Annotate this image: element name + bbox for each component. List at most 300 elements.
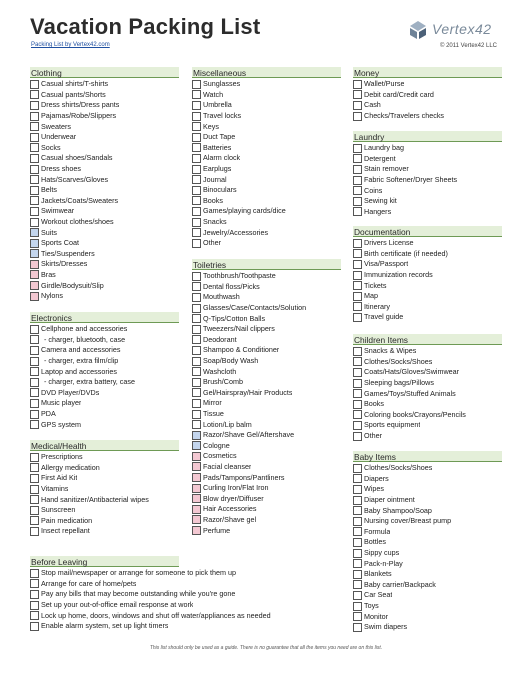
checkbox[interactable]	[353, 112, 362, 121]
checkbox[interactable]	[353, 517, 362, 526]
checkbox[interactable]	[353, 154, 362, 163]
source-link[interactable]: Packing List by Vertex42.com	[31, 42, 110, 48]
item-label: Swimwear	[41, 206, 75, 216]
checkbox[interactable]	[353, 368, 362, 377]
checkbox[interactable]	[353, 474, 362, 483]
checkbox[interactable]	[353, 570, 362, 579]
logo-mark-icon	[408, 20, 428, 40]
item-label: Brush/Comb	[203, 377, 243, 387]
checkbox[interactable]	[192, 484, 201, 493]
checkbox[interactable]	[192, 399, 201, 408]
checkbox[interactable]	[353, 260, 362, 269]
checkbox[interactable]	[192, 367, 201, 376]
checklist-item	[353, 357, 502, 368]
item-label: Lock up home, doors, windows and shut off water/appliances as needed	[41, 610, 271, 620]
item-label: Tissue	[203, 409, 224, 419]
item-label: Stop mail/newspaper or arrange for someone to pick them up	[41, 568, 236, 578]
section-header: Before Leaving	[30, 556, 179, 567]
item-label: Monitor	[364, 611, 388, 621]
checkbox[interactable]	[192, 304, 201, 313]
checklist-item	[192, 143, 341, 154]
item-label: Prescriptions	[41, 452, 83, 462]
item-label: Glasses/Case/Contacts/Solution	[203, 303, 307, 313]
checkbox[interactable]	[192, 272, 201, 281]
checklist-item	[192, 90, 341, 101]
checkbox[interactable]	[30, 228, 39, 237]
checkbox[interactable]	[353, 271, 362, 280]
checkbox[interactable]	[30, 196, 39, 205]
checklist-item	[353, 312, 502, 323]
item-label: Cosmetics	[203, 451, 237, 461]
checkbox[interactable]	[192, 143, 201, 152]
checkbox[interactable]	[192, 175, 201, 184]
checkbox[interactable]	[192, 346, 201, 355]
checklist-item	[30, 516, 179, 527]
checkbox[interactable]	[30, 611, 39, 620]
checklist-item	[192, 441, 341, 452]
checklist-item	[192, 132, 341, 143]
item-label: Washcloth	[203, 366, 237, 376]
item-label: Diapers	[364, 473, 389, 483]
checkbox[interactable]	[353, 421, 362, 430]
section-header: Electronics	[30, 312, 179, 323]
checkbox[interactable]	[30, 590, 39, 599]
checklist-item	[353, 154, 502, 165]
checklist-item	[353, 569, 502, 580]
checkbox[interactable]	[30, 474, 39, 483]
item-label: Itinerary	[364, 301, 390, 311]
checklist-item	[30, 345, 179, 356]
checkbox[interactable]	[30, 527, 39, 536]
checkbox[interactable]	[192, 410, 201, 419]
checkbox[interactable]	[192, 452, 201, 461]
checkbox[interactable]	[30, 292, 39, 301]
checkbox[interactable]	[30, 260, 39, 269]
item-label: Batteries	[203, 142, 232, 152]
checkbox[interactable]	[192, 165, 201, 174]
checkbox[interactable]	[353, 357, 362, 366]
item-label: Toys	[364, 601, 379, 611]
item-label: Pajamas/Robe/Slippers	[41, 111, 117, 121]
checkbox[interactable]	[30, 410, 39, 419]
checkbox[interactable]	[30, 579, 39, 588]
checkbox[interactable]	[192, 335, 201, 344]
checkbox[interactable]	[192, 314, 201, 323]
checkbox[interactable]	[30, 506, 39, 515]
item-label: Girdle/Bodysuit/Slip	[41, 280, 104, 290]
checkbox[interactable]	[30, 325, 39, 334]
section-header: Baby Items	[353, 451, 502, 462]
checkbox[interactable]	[353, 249, 362, 258]
checklist-item	[192, 174, 341, 185]
checkbox[interactable]	[192, 101, 201, 110]
checkbox[interactable]	[353, 165, 362, 174]
checklist-item	[30, 238, 179, 249]
checklist-item	[192, 227, 341, 238]
item-label: Shampoo & Conditioner	[203, 345, 280, 355]
vertex42-logo	[408, 20, 504, 42]
item-label: Soap/Body Wash	[203, 356, 259, 366]
page-title: Vacation Packing List	[30, 14, 261, 39]
checkbox[interactable]	[353, 281, 362, 290]
checklist-item	[192, 409, 341, 420]
item-label: Lotion/Lip balm	[203, 419, 252, 429]
checkbox[interactable]	[353, 538, 362, 547]
checkbox[interactable]	[192, 526, 201, 535]
section-clothing	[30, 67, 179, 301]
item-label: Gel/Hairspray/Hair Products	[203, 387, 293, 397]
item-label: PDA	[41, 409, 56, 419]
checkbox[interactable]	[192, 218, 201, 227]
checkbox[interactable]	[192, 154, 201, 163]
item-label: Jewelry/Accessories	[203, 227, 269, 237]
checkbox[interactable]	[30, 165, 39, 174]
item-label: Dental floss/Picks	[203, 281, 260, 291]
checkbox[interactable]	[30, 239, 39, 248]
checklist-item	[353, 111, 502, 122]
checkbox[interactable]	[30, 485, 39, 494]
checkbox[interactable]	[30, 186, 39, 195]
checkbox[interactable]	[30, 133, 39, 142]
item-label: - charger, extra film/clip	[44, 356, 119, 366]
checkbox[interactable]	[192, 112, 201, 121]
item-label: Hand sanitizer/Antibacterial wipes	[41, 494, 149, 504]
checkbox[interactable]	[353, 302, 362, 311]
item-label: Other	[203, 238, 221, 248]
section-header: Toiletries	[192, 259, 341, 270]
checkbox[interactable]	[353, 410, 362, 419]
item-label: Arrange for care of home/pets	[41, 578, 137, 588]
checkbox[interactable]	[353, 464, 362, 473]
checklist-item	[353, 100, 502, 111]
checklist-item	[30, 143, 179, 154]
section-header: Miscellaneous	[192, 67, 341, 78]
item-label: Casual shirts/T-shirts	[41, 79, 109, 89]
checkbox[interactable]	[192, 90, 201, 99]
checkbox[interactable]	[353, 90, 362, 99]
item-label: Fabric Softener/Dryer Sheets	[364, 175, 458, 185]
checkbox[interactable]	[192, 239, 201, 248]
checkbox[interactable]	[192, 325, 201, 334]
checklist-item	[192, 345, 341, 356]
checkbox[interactable]	[353, 197, 362, 206]
section-baby	[353, 451, 502, 633]
checkbox[interactable]	[353, 80, 362, 89]
checkbox[interactable]	[353, 485, 362, 494]
item-label: Dress shirts/Dress pants	[41, 100, 120, 110]
item-label: Baby Shampoo/Soap	[364, 505, 432, 515]
item-label: Nylons	[41, 291, 63, 301]
checklist-item	[353, 410, 502, 421]
disclaimer-footer: This list should only be used as a guide. There is no guarantee that all the items you need are on this list.	[149, 645, 383, 651]
checkbox[interactable]	[192, 462, 201, 471]
item-label: Blow dryer/Diffuser	[203, 493, 264, 503]
checklist-item	[353, 143, 502, 154]
item-label: Vitamins	[41, 484, 69, 494]
checkbox[interactable]	[192, 473, 201, 482]
checkbox[interactable]	[353, 623, 362, 632]
checklist-item	[353, 431, 502, 442]
item-label: - charger, bluetooth, case	[44, 334, 126, 344]
item-label: Camera and accessories	[41, 345, 121, 355]
checkbox[interactable]	[30, 90, 39, 99]
checklist-item	[353, 527, 502, 538]
checklist-item	[353, 79, 502, 90]
checkbox[interactable]	[192, 378, 201, 387]
item-label: Suits	[41, 227, 57, 237]
checkbox[interactable]	[353, 313, 362, 322]
checkbox[interactable]	[353, 580, 362, 589]
checklist-item	[192, 335, 341, 346]
checkbox[interactable]	[30, 601, 39, 610]
item-label: Mirror	[203, 398, 222, 408]
checkbox[interactable]	[192, 122, 201, 131]
checkbox[interactable]	[192, 293, 201, 302]
checkbox[interactable]	[353, 612, 362, 621]
item-label: Wipes	[364, 484, 384, 494]
checklist-item	[353, 259, 502, 270]
checklist-item	[30, 473, 179, 484]
item-label: Duct Tape	[203, 132, 236, 142]
checklist-item	[192, 398, 341, 409]
checklist-item	[353, 622, 502, 633]
item-label: Stain remover	[364, 164, 409, 174]
checklist-item	[353, 601, 502, 612]
checklist-item	[353, 302, 502, 313]
checkbox[interactable]	[353, 549, 362, 558]
checkbox[interactable]	[192, 196, 201, 205]
checkbox[interactable]	[192, 207, 201, 216]
checkbox[interactable]	[192, 186, 201, 195]
checklist-item	[192, 164, 341, 175]
checklist-item	[353, 291, 502, 302]
checkbox[interactable]	[30, 270, 39, 279]
checkbox[interactable]	[353, 292, 362, 301]
checkbox[interactable]	[353, 496, 362, 505]
checkbox[interactable]	[353, 506, 362, 515]
checkbox[interactable]	[353, 389, 362, 398]
checklist-item	[30, 335, 179, 346]
item-label: Razor/Shave Gel/Aftershave	[203, 430, 295, 440]
checklist-item	[353, 175, 502, 186]
checkbox[interactable]	[192, 133, 201, 142]
item-label: Dress shoes	[41, 164, 81, 174]
checkbox[interactable]	[30, 463, 39, 472]
checklist-item	[30, 452, 179, 463]
item-label: Games/Toys/Stuffed Animals	[364, 388, 456, 398]
checklist-item	[30, 505, 179, 516]
checkbox[interactable]	[192, 357, 201, 366]
checklist-item	[30, 377, 179, 388]
item-label: Pay any bills that may become outstanding while you're gone	[41, 589, 236, 599]
item-label: Laundry bag	[364, 143, 404, 153]
checklist-item	[192, 238, 341, 249]
checklist-item	[30, 174, 179, 185]
checklist-item	[192, 504, 341, 515]
section-electronics	[30, 312, 179, 430]
section-before-leaving	[30, 556, 271, 632]
checkbox[interactable]	[30, 218, 39, 227]
checkbox[interactable]	[30, 346, 39, 355]
item-label: Sewing kit	[364, 196, 397, 206]
checklist-item	[30, 227, 179, 238]
checklist-item	[353, 399, 502, 410]
checkbox[interactable]	[30, 154, 39, 163]
checklist-item	[30, 79, 179, 90]
item-label: Books	[203, 195, 223, 205]
section-header: Children Items	[353, 334, 502, 345]
checklist-item	[192, 515, 341, 526]
checkbox[interactable]	[192, 441, 201, 450]
checklist-item	[353, 207, 502, 218]
checkbox[interactable]	[30, 112, 39, 121]
checkbox[interactable]	[353, 101, 362, 110]
checkbox[interactable]	[30, 367, 39, 376]
item-label: DVD Player/DVDs	[41, 387, 100, 397]
item-label: Wallet/Purse	[364, 79, 405, 89]
item-label: Tweezers/Nail clippers	[203, 324, 275, 334]
section-documentation	[353, 226, 502, 323]
checkbox[interactable]	[353, 186, 362, 195]
checklist-item	[30, 153, 179, 164]
checkbox[interactable]	[30, 516, 39, 525]
checklist-item	[30, 196, 179, 207]
checkbox[interactable]	[30, 399, 39, 408]
item-label: Birth certificate (if needed)	[364, 248, 448, 258]
checklist-item	[353, 590, 502, 601]
item-label: Binoculars	[203, 185, 237, 195]
checkbox[interactable]	[353, 527, 362, 536]
item-label: Nursing cover/Breast pump	[364, 516, 452, 526]
section-header: Money	[353, 67, 502, 78]
checkbox[interactable]	[30, 249, 39, 258]
item-label: Journal	[203, 174, 227, 184]
section-header: Clothing	[30, 67, 179, 78]
item-label: Underwear	[41, 132, 77, 142]
checkbox[interactable]	[353, 207, 362, 216]
checklist-item	[353, 367, 502, 378]
item-label: Casual shoes/Sandals	[41, 153, 113, 163]
item-label: Baby carrier/Backpack	[364, 579, 436, 589]
checkbox[interactable]	[30, 357, 39, 366]
checkbox[interactable]	[30, 80, 39, 89]
item-label: Sunglasses	[203, 79, 241, 89]
checkbox[interactable]	[353, 379, 362, 388]
checklist-item	[192, 206, 341, 217]
checkbox[interactable]	[353, 144, 362, 153]
item-label: Travel locks	[203, 111, 242, 121]
checkbox[interactable]	[30, 378, 39, 387]
checkbox[interactable]	[30, 122, 39, 131]
checklist-item	[353, 495, 502, 506]
checkbox[interactable]	[353, 432, 362, 441]
checklist-item	[30, 280, 179, 291]
checkbox[interactable]	[30, 569, 39, 578]
checkbox[interactable]	[30, 143, 39, 152]
checklist-item	[30, 621, 330, 632]
checkbox[interactable]	[192, 228, 201, 237]
item-label: Immunization records	[364, 270, 433, 280]
item-label: Games/playing cards/dice	[203, 206, 286, 216]
checkbox[interactable]	[353, 559, 362, 568]
checkbox[interactable]	[192, 420, 201, 429]
checklist-item	[192, 472, 341, 483]
item-label: Formula	[364, 526, 391, 536]
checklist-item	[30, 494, 179, 505]
section-header: Medical/Health	[30, 440, 179, 451]
item-label: Car Seat	[364, 590, 393, 600]
checkbox[interactable]	[353, 591, 362, 600]
checklist-item	[192, 366, 341, 377]
checklist-item	[192, 121, 341, 132]
checkbox[interactable]	[30, 335, 39, 344]
item-label: Coins	[364, 185, 383, 195]
checklist-item	[353, 484, 502, 495]
checkbox[interactable]	[353, 400, 362, 409]
checklist-item	[353, 164, 502, 175]
checklist-item	[30, 589, 330, 600]
checklist-item	[353, 474, 502, 485]
checkbox[interactable]	[30, 453, 39, 462]
checkbox[interactable]	[192, 494, 201, 503]
checkbox[interactable]	[353, 239, 362, 248]
checkbox[interactable]	[30, 388, 39, 397]
item-label: Casual pants/Shorts	[41, 89, 106, 99]
copyright: © 2011 Vertex42 LLC	[440, 43, 498, 49]
checklist-item	[353, 611, 502, 622]
checkbox[interactable]	[353, 347, 362, 356]
checkbox[interactable]	[353, 602, 362, 611]
checkbox[interactable]	[192, 388, 201, 397]
checklist-item	[30, 324, 179, 335]
checkbox[interactable]	[192, 282, 201, 291]
checklist-item	[192, 451, 341, 462]
checklist-item	[30, 579, 330, 590]
checkbox[interactable]	[30, 207, 39, 216]
item-label: Diaper ointment	[364, 495, 415, 505]
item-label: Detergent	[364, 153, 396, 163]
checkbox[interactable]	[30, 495, 39, 504]
checklist-item	[192, 419, 341, 430]
checklist-item	[192, 303, 341, 314]
checklist-item	[192, 430, 341, 441]
checklist-item	[30, 185, 179, 196]
checklist-item	[192, 271, 341, 282]
item-label: Hangers	[364, 206, 392, 216]
checkbox[interactable]	[192, 431, 201, 440]
checkbox[interactable]	[30, 281, 39, 290]
checklist-item	[353, 505, 502, 516]
checkbox[interactable]	[353, 176, 362, 185]
checkbox[interactable]	[30, 420, 39, 429]
checkbox[interactable]	[192, 80, 201, 89]
checklist-item	[30, 419, 179, 430]
item-label: Books	[364, 399, 384, 409]
item-label: Tickets	[364, 280, 387, 290]
checklist-item	[353, 196, 502, 207]
checkbox[interactable]	[30, 622, 39, 631]
checklist-item	[353, 463, 502, 474]
checklist-item	[30, 217, 179, 228]
checkbox[interactable]	[30, 175, 39, 184]
item-label: Curling Iron/Flat Iron	[203, 483, 269, 493]
item-label: Keys	[203, 121, 219, 131]
item-label: Cash	[364, 100, 381, 110]
checklist-item	[30, 388, 179, 399]
checkbox[interactable]	[192, 505, 201, 514]
checkbox[interactable]	[192, 515, 201, 524]
checkbox[interactable]	[30, 101, 39, 110]
